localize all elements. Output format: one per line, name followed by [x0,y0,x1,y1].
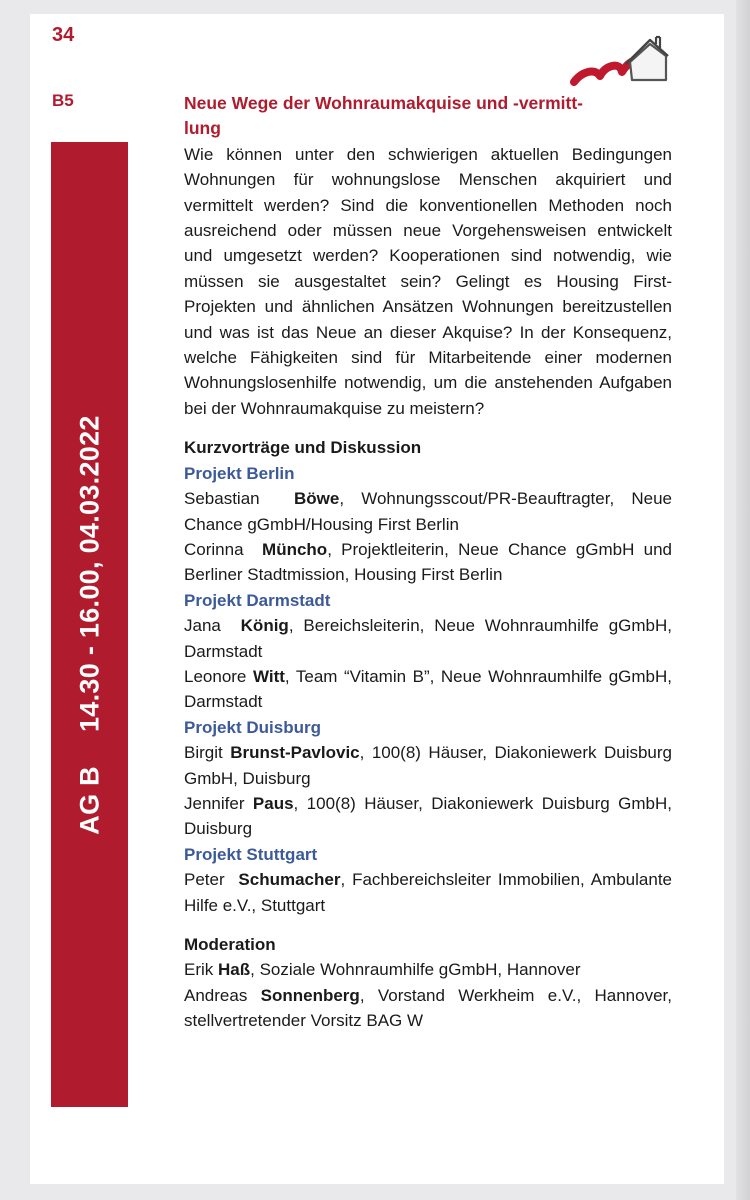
speaker-entry: Peter Schumacher, Fachbereichsleiter Immobilien, Ambulante Hilfe e.V., Stuttgart [184,870,672,915]
speaker-surname: Brunst-Pavlovic [230,743,360,763]
section-code: B5 [52,91,74,110]
session-sidebar-text [74,415,105,834]
speaker-surname: Böwe [293,489,340,509]
house-logo-icon [570,22,670,92]
project-title: Projekt Darmstadt [184,590,331,610]
moderation-heading: Moderation [184,935,276,954]
speaker-entry: Sebastian Böwe, Wohnungsscout/PR-Beauftragter, Neue Chance gGmbH/Housing First Berlin [184,489,672,534]
project-title: Projekt Berlin [184,463,295,483]
moderator-surname: Haß [218,960,251,980]
speaker-surname: Schumacher [238,870,341,890]
speaker-entry: Jennifer Paus, 100(8) Häuser, Diakoniewerk Duisburg GmbH, Duisburg [184,793,672,839]
session-time: 14.30 - 16.00, 04.03.2022 [74,414,104,732]
speaker-surname: Witt [252,666,285,686]
session-content [184,91,672,1034]
session-description: Wie können unter den schwierigen aktuellen Bedingungen Wohnungen für wohnungslose Menschen akquiriert und vermittelt werden? Sind die konventionellen Methoden noch ausreichend oder müssen neue Vorgehensweisen entwickelt und umgesetzt werden? Kooperationen sind notwendig, wie müssen sie ausgestaltet sein? Gelingt es Housing First-Projekten und ähnlichen Ansätzen Wohnungen bereitzustellen und was ist das Neue an dieser Akquise? In der Konsequenz, welche Fähigkeiten sind für Mitarbeitende einer modernen Wohnungslosenhilfe notwendig, um die anstehenden Aufgaben bei der Wohnraumakquise zu meistern? [184,144,672,418]
talks-heading: Kurzvorträge und Diskussion [184,438,422,458]
speaker-surname: König [240,616,289,636]
speaker-entry: Corinna Müncho, Projektleiterin, Neue Chance gGmbH und Berliner Stadtmission, Housing First Berlin [184,539,672,585]
speaker-entry: Leonore Witt, Team “Vitamin B”, Neue Wohnraumhilfe gGmbH, Darmstadt [184,666,672,712]
project-title: Projekt Duisburg [184,717,321,737]
page-number: 34 [52,24,75,46]
session-title-line2: lung [184,118,221,139]
speaker-surname: Paus [252,793,294,813]
session-sidebar [51,142,128,1107]
page-edge [736,0,750,1200]
speaker-entry: Jana König, Bereichsleiterin, Neue Wohnraumhilfe gGmbH, Darmstadt [184,616,672,661]
moderator-entry: Andreas Sonnenberg, Vorstand Werkheim e.V., Hannover, stellvertretender Vorsitz BAG W [184,985,672,1031]
speaker-surname: Müncho [262,539,328,559]
moderator-entry: Erik Haß, Soziale Wohnraumhilfe gGmbH, Hannover [184,960,581,980]
project-title: Projekt Stuttgart [184,844,318,864]
session-title [184,91,672,142]
session-title-line1: Neue Wege der Wohnraumakquise und -vermitt- [184,93,584,113]
session-group: AG B [74,765,104,835]
speaker-entry: Birgit Brunst-Pavlovic, 100(8) Häuser, Diakoniewerk Duisburg GmbH, Duisburg [184,743,672,788]
moderator-surname: Sonnenberg [260,985,360,1005]
